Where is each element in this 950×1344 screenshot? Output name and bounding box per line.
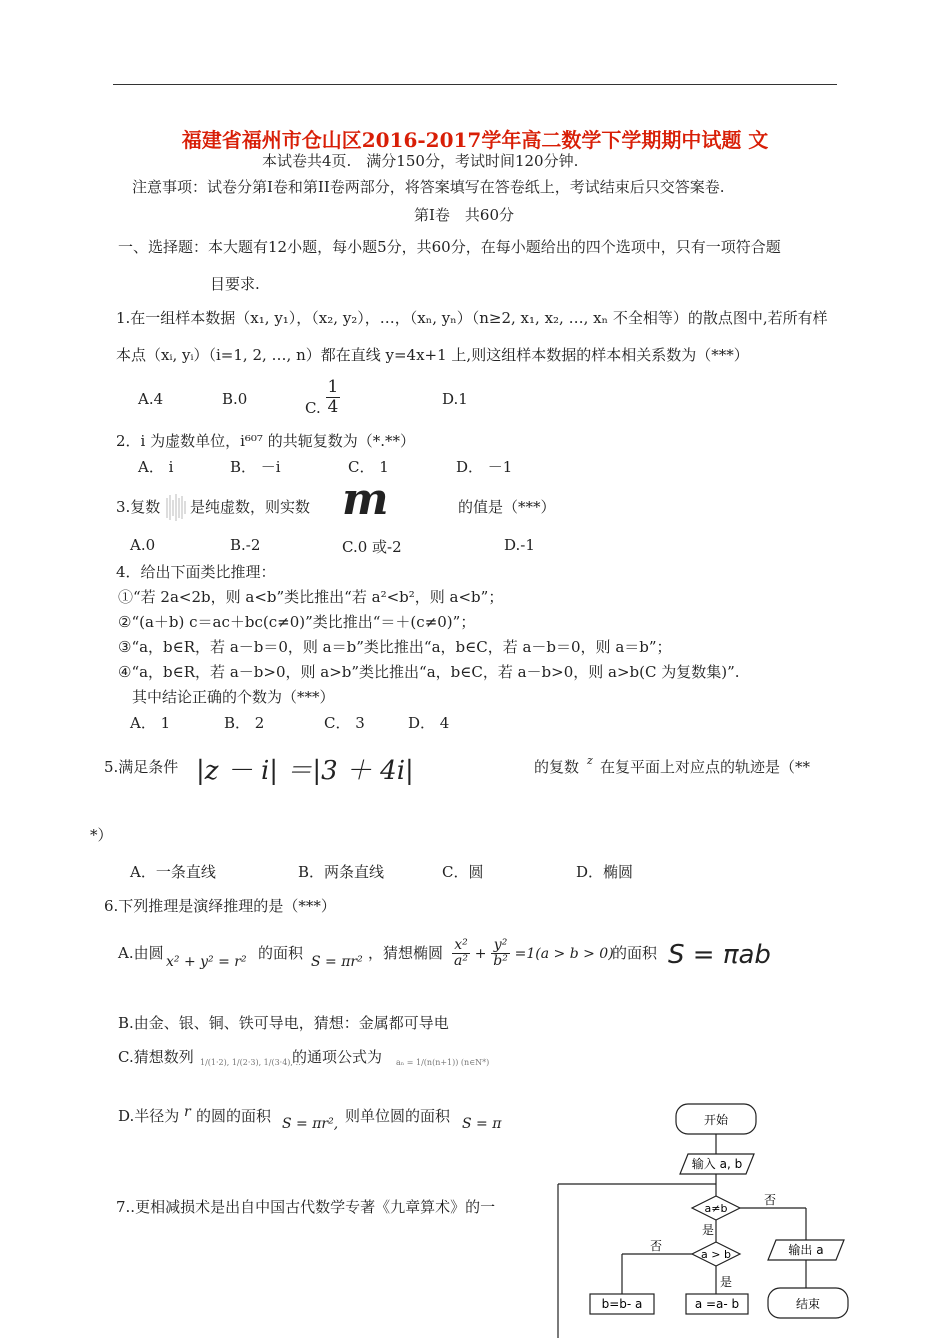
q2-option-d: D． －1 bbox=[456, 458, 513, 476]
q1-option-d: D.1 bbox=[442, 390, 468, 408]
q5-option-c: C．圆 bbox=[442, 863, 484, 881]
flowchart-no2-label: 否 bbox=[650, 1239, 663, 1253]
exam-notice: 注意事项：试卷分第Ⅰ卷和第II卷两部分，将答案填写在答卷纸上，考试结束后只交答案卷. bbox=[132, 178, 725, 196]
exam-title: 福建省福州市仓山区2016-2017学年高二数学下学期期中试题 文 bbox=[181, 128, 769, 152]
q5-option-a: A．一条直线 bbox=[130, 863, 216, 881]
ellipse-x-fraction bbox=[452, 938, 470, 970]
q4-option-d: D． 4 bbox=[408, 714, 450, 732]
exam-info: 本试卷共4页. 满分150分，考试时间120分钟. bbox=[262, 152, 579, 170]
ellipse-condition: =1(a > b > 0) bbox=[514, 945, 614, 962]
q1-line2: 本点（xᵢ, yᵢ）（i=1, 2, …, n）都在直线 y=4x+1 上,则这组样本数据的样本相关系数为（***） bbox=[116, 346, 749, 364]
flowchart-step-b-label: b=b- a bbox=[601, 1297, 643, 1311]
q4-statement-4: ④“a，b∈R，若 a－b>0，则 a>b”类比推出“a，b∈C，若 a－b>0，则 a>b(C 为复数集)”. bbox=[118, 663, 740, 681]
fraction-numerator: y² bbox=[491, 938, 510, 954]
q6-a-text-area: 的面积 bbox=[258, 944, 304, 962]
q3-option-d: D.-1 bbox=[504, 536, 535, 554]
q1-option-a: A.4 bbox=[138, 390, 164, 408]
q3-option-b: B.-2 bbox=[230, 536, 261, 554]
q2-option-c: C． 1 bbox=[348, 458, 389, 476]
flowchart-start-label: 开始 bbox=[703, 1113, 729, 1127]
q4-option-c: C． 3 bbox=[324, 714, 365, 732]
part1-heading: 第Ⅰ卷 共60分 bbox=[414, 206, 515, 224]
fraction-numerator: x² bbox=[452, 938, 470, 954]
q3-stem-c: 的值是（***） bbox=[458, 498, 556, 516]
q5-variable-z: z bbox=[587, 754, 593, 767]
q2-option-a: A． i bbox=[138, 458, 174, 476]
q3-stem-b: 是纯虚数，则实数 bbox=[190, 498, 311, 516]
q6-c-sequence: 1/(1·2), 1/(2·3), 1/(3·4), … bbox=[200, 1058, 304, 1067]
q6-a-circle-area: S = πr² bbox=[311, 954, 363, 970]
section1-line1: 一、选择题：本大题有12小题，每小题5分，共60分，在每小题给出的四个选项中，只有一项符合题 bbox=[118, 238, 781, 256]
flowchart bbox=[540, 1098, 920, 1338]
q1-option-c-fraction bbox=[326, 378, 341, 416]
q5-option-b: B．两条直线 bbox=[298, 863, 385, 881]
q5-stem-a: 5.满足条件 bbox=[104, 758, 179, 776]
q2-stem: 2．i 为虚数单位，i⁶⁰⁷ 的共轭复数为（*.**） bbox=[116, 432, 415, 450]
q3-variable-m: m bbox=[342, 474, 389, 525]
q4-statement-1: ①“若 2a<2b，则 a<b”类比推出“若 a²<b²，则 a<b”； bbox=[118, 588, 504, 606]
q6-stem: 6.下列推理是演绎推理的是（***） bbox=[104, 897, 336, 915]
q4-statement-3: ③“a，b∈R，若 a－b＝0，则 a＝b”类比推出“a，b∈C，若 a－b＝0，则 a＝b”； bbox=[118, 638, 672, 656]
q3-blurred-formula bbox=[164, 492, 188, 522]
fraction-denominator: a² bbox=[454, 953, 468, 970]
q1-line1: 1.在一组样本数据（x₁, y₁），（x₂, y₂），…，（xₙ, yₙ）（n≥2, x₁, x₂, …, xₙ 不全相等）的散点图中,若所有样 bbox=[116, 309, 828, 327]
q3-option-c: C.0 或-2 bbox=[342, 538, 402, 556]
q4-option-b: B． 2 bbox=[224, 714, 265, 732]
q6-a-ellipse-area: S = πab bbox=[668, 940, 771, 970]
flowchart-yes2-label: 是 bbox=[720, 1275, 733, 1289]
top-rule bbox=[113, 84, 837, 85]
flowchart-end-label: 结束 bbox=[795, 1297, 821, 1311]
q4-stem: 4．给出下面类比推理： bbox=[116, 563, 276, 581]
q2-option-b: B． －i bbox=[230, 458, 281, 476]
q3-stem-a: 3.复数 bbox=[116, 498, 161, 516]
q5-stem-c: 在复平面上对应点的轨迹是（** bbox=[600, 758, 811, 776]
flowchart-output-label: 输出 a bbox=[788, 1243, 824, 1257]
q6-a-ellipse-equation bbox=[452, 938, 614, 970]
q6-d-text-area: 的圆的面积 bbox=[196, 1107, 272, 1125]
fraction-numerator: 1 bbox=[327, 377, 339, 397]
flowchart-cond2-label: a > b bbox=[701, 1248, 731, 1261]
q6-c-formula: aₙ = 1/(n(n+1)) (n∈N*) bbox=[396, 1058, 490, 1067]
q6-a-prefix: A.由圆 bbox=[118, 944, 164, 962]
q5-option-d: D．椭圆 bbox=[576, 863, 634, 881]
q6-d-prefix: D.半径为 bbox=[118, 1107, 180, 1125]
q5-stem-wrap: *） bbox=[90, 826, 113, 844]
flowchart-no1-label: 否 bbox=[764, 1193, 777, 1207]
q4-conclusion: 其中结论正确的个数为（***） bbox=[132, 688, 335, 706]
q6-c-prefix: C.猜想数列 bbox=[118, 1048, 194, 1066]
q7-stem: 7..更相减损术是出自中国古代数学专著《九章算术》的一 bbox=[116, 1198, 496, 1216]
q1-option-c-prefix: C. bbox=[305, 399, 321, 418]
q6-d-text-unit: 则单位圆的面积 bbox=[345, 1107, 451, 1125]
q6-a-text-area2: 的面积 bbox=[612, 944, 658, 962]
q3-option-a: A.0 bbox=[130, 536, 156, 554]
ellipse-y-fraction bbox=[491, 938, 510, 970]
q6-a-text-guess: ，猜想椭圆 bbox=[368, 944, 444, 962]
section1-line2: 目要求. bbox=[210, 275, 260, 293]
q6-d-radius: r bbox=[184, 1104, 191, 1120]
q6-option-b: B.由金、银、铜、铁可导电，猜想：金属都可导电 bbox=[118, 1014, 449, 1032]
q6-d-unit-area: S = π bbox=[462, 1116, 502, 1132]
q6-a-circle-equation: x² + y² = r² bbox=[166, 954, 247, 970]
q4-option-a: A． 1 bbox=[130, 714, 171, 732]
q5-stem-b: 的复数 bbox=[534, 758, 580, 776]
fraction-denominator: b² bbox=[493, 953, 508, 970]
q5-condition-expression: |z － i| ＝|3 ＋ 4i| bbox=[196, 756, 414, 786]
flowchart-step-a-label: a =a- b bbox=[694, 1297, 740, 1311]
q1-option-b: B.0 bbox=[222, 390, 248, 408]
q6-c-text: 的通项公式为 bbox=[292, 1048, 383, 1066]
q4-statement-2: ②“(a＋b) c＝ac＋bc(c≠0)”类比推出“＝＋(c≠0)”； bbox=[118, 613, 476, 631]
fraction-denominator: 4 bbox=[327, 396, 339, 417]
flowchart-yes1-label: 是 bbox=[702, 1223, 715, 1237]
q1-option-c bbox=[305, 378, 340, 416]
q6-d-area-formula: S = πr², bbox=[282, 1116, 339, 1132]
flowchart-input-label: 输入 a, b bbox=[691, 1157, 743, 1171]
plus-sign: + bbox=[474, 945, 487, 962]
flowchart-cond1-label: a≠b bbox=[704, 1202, 728, 1215]
